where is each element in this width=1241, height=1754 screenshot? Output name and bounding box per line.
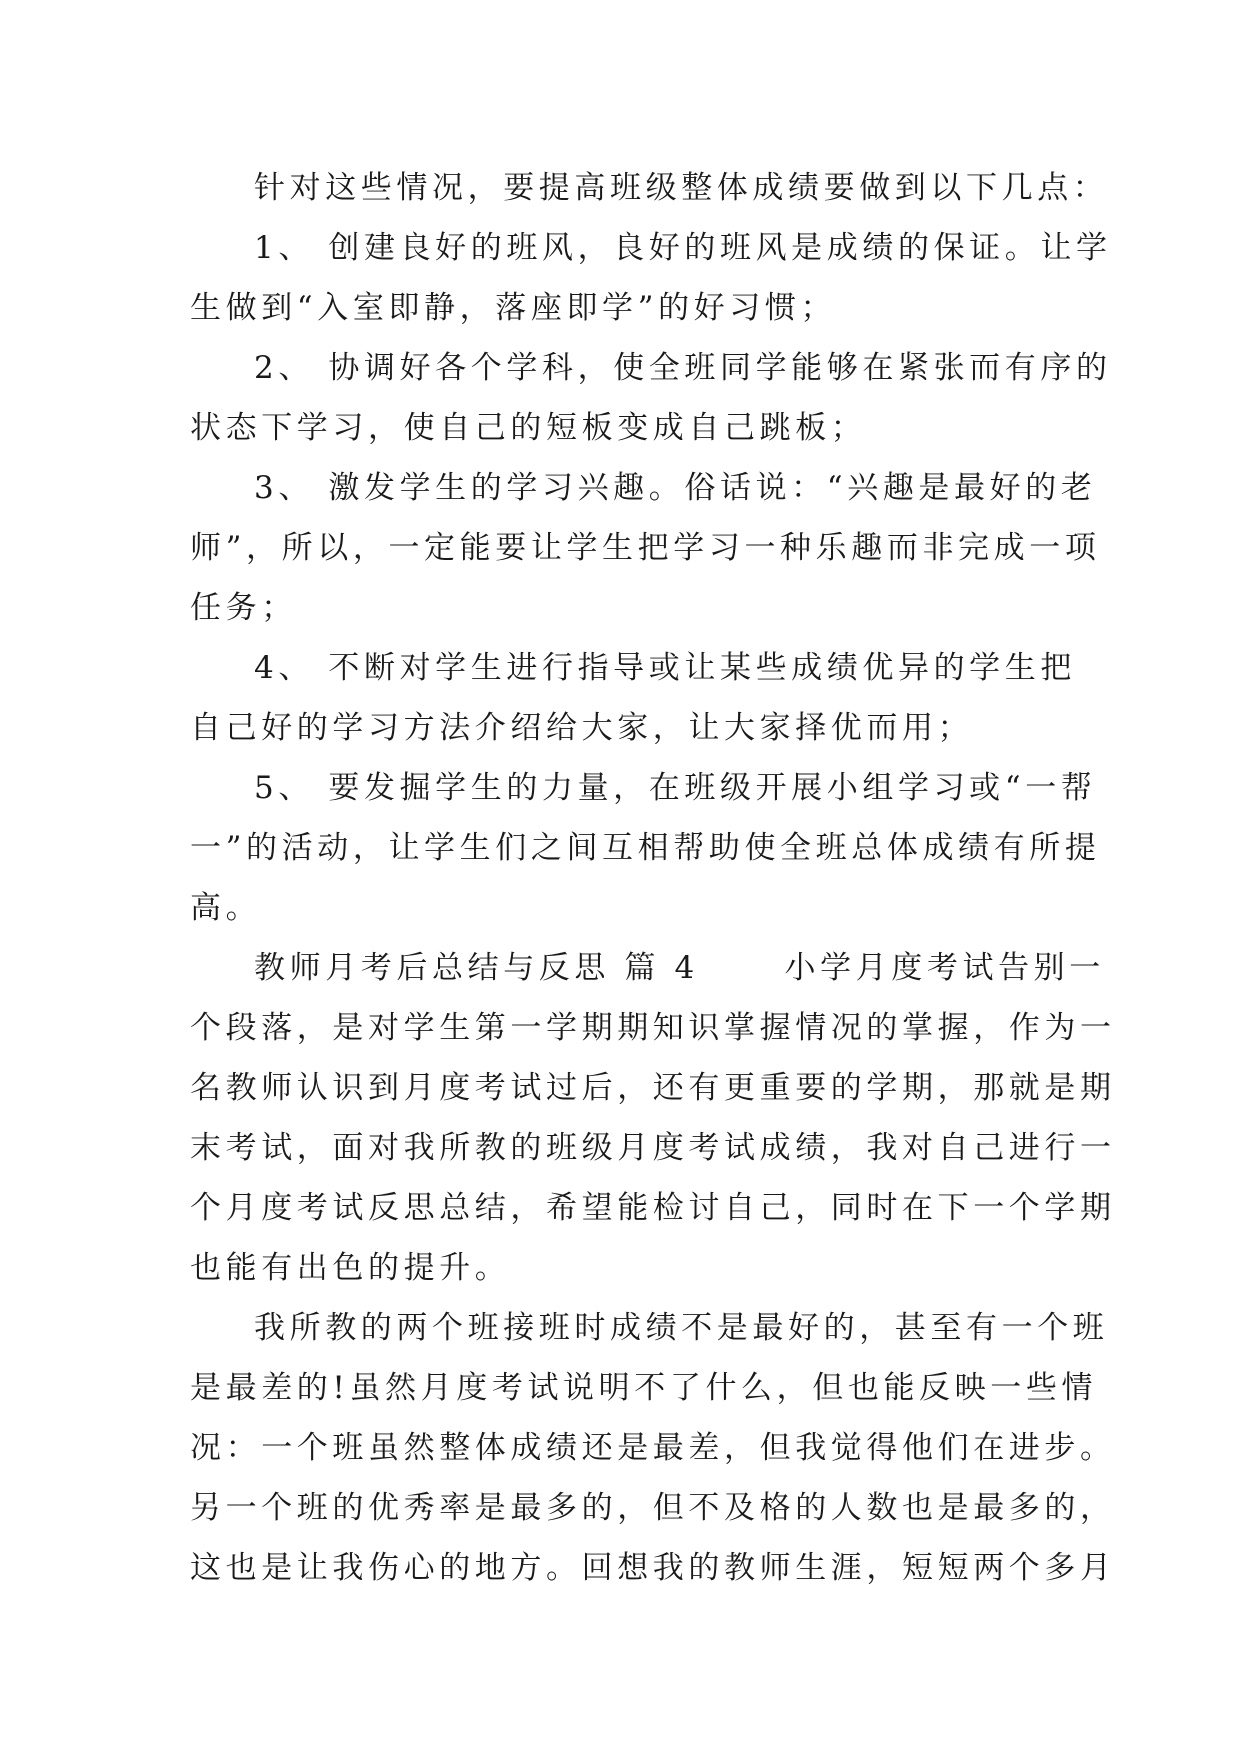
paragraph-line: 另一个班的优秀率是最多的，但不及格的人数也是最多的， (190, 1490, 1116, 1526)
paragraph-line: 个月度考试反思总结，希望能检讨自己，同时在下一个学期 (190, 1190, 1116, 1226)
list-item-4-line-1: 4、 不断对学生进行指导或让某些成绩优异的学生把 (254, 650, 1076, 686)
paragraph-line: 这也是让我伤心的地方。回想我的教师生涯，短短两个多月 (190, 1550, 1116, 1586)
list-item-2-line-2: 状态下学习，使自己的短板变成自己跳板； (190, 410, 867, 446)
list-item-4-line-2: 自己好的学习方法介绍给大家，让大家择优而用； (190, 710, 974, 746)
paragraph-intro: 针对这些情况，要提高班级整体成绩要做到以下几点： (254, 170, 1109, 206)
paragraph-line: 名教师认识到月度考试过后，还有更重要的学期，那就是期 (190, 1070, 1116, 1106)
paragraph-line: 个段落，是对学生第一学期期知识掌握情况的掌握，作为一 (190, 1010, 1116, 1046)
paragraph-line: 况：一个班虽然整体成绩还是最差，但我觉得他们在进步。 (190, 1430, 1116, 1466)
list-item-1-line-2: 生做到“入室即静，落座即学”的好习惯； (190, 290, 837, 326)
list-item-1-line-1: 1、 创建良好的班风，良好的班风是成绩的保证。让学 (254, 230, 1112, 266)
paragraph-line: 也能有出色的提升。 (190, 1250, 511, 1286)
list-item-3-line-1: 3、 激发学生的学习兴趣。俗话说：“兴趣是最好的老 (254, 470, 1097, 506)
list-item-3-line-2: 师”，所以，一定能要让学生把学习一种乐趣而非完成一项 (190, 530, 1101, 566)
list-item-5-line-1: 5、 要发掘学生的力量，在班级开展小组学习或“一帮 (254, 770, 1097, 806)
list-item-2-line-1: 2、 协调好各个学科，使全班同学能够在紧张而有序的 (254, 350, 1112, 386)
list-item-5-line-3: 高。 (190, 890, 262, 926)
paragraph-line: 我所教的两个班接班时成绩不是最好的，甚至有一个班 (254, 1310, 1109, 1346)
paragraph-line: 末考试，面对我所教的班级月度考试成绩，我对自己进行一 (190, 1130, 1116, 1166)
list-item-5-line-2: 一”的活动，让学生们之间互相帮助使全班总体成绩有所提 (190, 830, 1101, 866)
section-4-heading-line: 教师月考后总结与反思 篇 4 小学月度考试告别一 (254, 950, 1105, 986)
list-item-3-line-3: 任务； (190, 590, 297, 626)
paragraph-line: 是最差的!虽然月度考试说明不了什么，但也能反映一些情 (190, 1370, 1098, 1406)
